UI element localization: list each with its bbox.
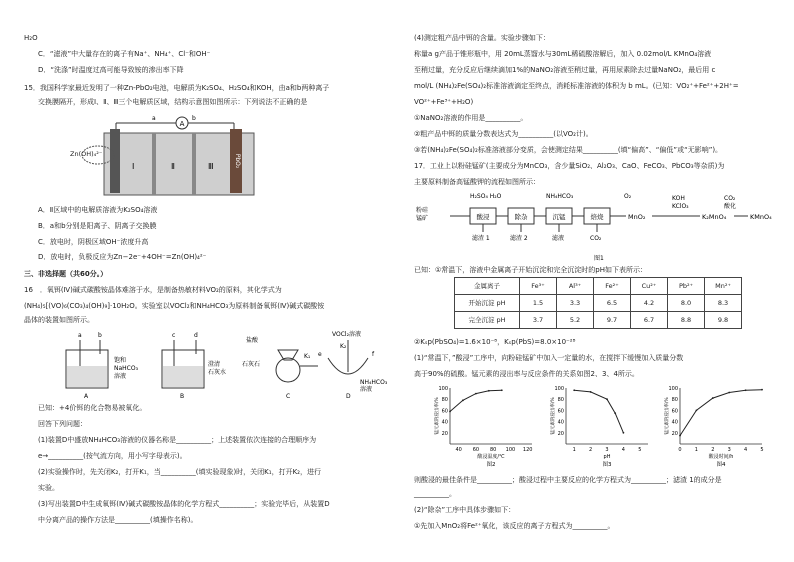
x-tick-label: 4 xyxy=(621,447,625,453)
option-c: C．放电时，阴极区域OH⁻浓度升高 xyxy=(38,238,149,246)
y-axis-label: 锰元素的浸出率/% xyxy=(435,397,440,435)
sub-question-1: (1)装置D中盛放NH₄HCO₃溶液的仪器名称是__________；上述装置依次连接的合理顺序为 xyxy=(38,436,317,444)
svg-text:A: A xyxy=(84,393,89,400)
svg-text:KMnO₄: KMnO₄ xyxy=(750,213,772,221)
svg-text:酸化: 酸化 xyxy=(724,203,737,210)
svg-text:盐酸: 盐酸 xyxy=(246,337,259,344)
svg-text:NH₄HCO₃: NH₄HCO₃ xyxy=(360,379,388,386)
table-cell: 8.8 xyxy=(668,312,705,329)
znoh-label: Zn(OH)₄²⁻ xyxy=(70,150,103,158)
data-point xyxy=(614,412,616,414)
data-point xyxy=(462,399,464,401)
text-line: ①NaNO₂溶液的作用是__________。 xyxy=(414,114,528,122)
svg-text:沉锰: 沉锰 xyxy=(552,213,566,221)
data-point xyxy=(488,390,490,392)
option-d: D．放电时，负极反应为Zn−2e⁻+4OH⁻=Zn(OH)₄²⁻ xyxy=(38,253,207,261)
x-tick-label: 3 xyxy=(727,447,731,453)
table-header: Mn²⁺ xyxy=(705,278,742,295)
svg-text:d: d xyxy=(194,332,198,339)
y-tick-label: 100 xyxy=(554,386,564,392)
svg-text:KOH: KOH xyxy=(672,195,685,202)
data-point xyxy=(761,389,763,391)
svg-text:滤渣 1: 滤渣 1 xyxy=(472,235,490,242)
question-16: 16 ．氧铒(Ⅳ)碱式碳酸铵晶体难溶于水，是制备热敏材料VO₂的原料，其化学式为 xyxy=(24,286,282,294)
text-line: ①先加入MnO₂将Fe²⁺氧化，该反应的离子方程式为__________。 xyxy=(414,522,615,530)
svg-text:a: a xyxy=(152,115,156,122)
data-point xyxy=(590,391,592,393)
data-point xyxy=(679,435,681,437)
svg-text:A: A xyxy=(179,120,185,128)
sub-question-3: (3)写出装置D中生成氧铒(Ⅳ)碱式碳酸铵晶体的化学方程式__________；实验完毕后，从装置D xyxy=(38,500,330,508)
svg-text:O₂: O₂ xyxy=(624,193,632,200)
option-d: D．“洗涤”时温度过高可能导致铵的渗出率下降 xyxy=(38,66,184,74)
x-axis-label: 酸浸温度/℃ xyxy=(477,454,505,460)
table-header: Fe²⁺ xyxy=(594,278,631,295)
y-tick-label: 80 xyxy=(671,397,678,404)
x-tick-label: 2 xyxy=(711,447,715,453)
sub-question-4: (4)测定粗产品中铒的含量。实验步骤如下： xyxy=(414,34,550,42)
y-tick-label: 100 xyxy=(438,386,448,392)
table-cell: 1.5 xyxy=(520,295,557,312)
svg-text:NaHCO₃: NaHCO₃ xyxy=(114,365,138,372)
text-line: 已知：①常温下，溶液中金属离子开始沉淀和完全沉淀时的pH如下表所示： xyxy=(414,266,647,274)
leaching-charts xyxy=(414,382,774,474)
svg-text:焙烧: 焙烧 xyxy=(590,213,604,221)
text-line: H₂O xyxy=(24,34,38,42)
x-tick-label: 80 xyxy=(489,447,497,453)
text-line: (NH₄)₅[(VO)₆(CO₃)₄(OH)₉]·10H₂O。实验室以VOCl₂和NH₄HCO₃为原料制备氧铒(Ⅳ)碱式碳酸铵 xyxy=(24,302,325,310)
table-cell: 8.0 xyxy=(668,295,705,312)
table-cell: 9.7 xyxy=(594,312,631,329)
apparatus-diagram xyxy=(42,328,388,400)
y-tick-label: 60 xyxy=(671,408,678,415)
membrane-b xyxy=(192,133,196,195)
x-tick-label: 120 xyxy=(522,447,533,453)
text-line: 实验。 xyxy=(38,484,59,492)
svg-text:粉硅: 粉硅 xyxy=(416,207,429,214)
svg-text:e: e xyxy=(318,351,322,358)
svg-text:除杂: 除杂 xyxy=(514,213,528,221)
table-cell: 9.8 xyxy=(705,312,742,329)
svg-text:K₂MnO₄: K₂MnO₄ xyxy=(702,213,727,221)
svg-text:MnO₂: MnO₂ xyxy=(628,213,646,221)
svg-text:锰矿: 锰矿 xyxy=(416,215,429,222)
svg-text:PbO₂: PbO₂ xyxy=(234,153,241,169)
text-line: ③若(NH₄)₂Fe(SO₄)₂标准溶液部分变质，会使测定结果__________(填“偏高”、“偏低”或“无影响”)。 xyxy=(414,146,723,154)
svg-text:Ⅱ: Ⅱ xyxy=(171,162,175,171)
sub-question-2: (2)“除杂”工序中具体步骤如下： xyxy=(414,506,516,514)
svg-text:滤液: 滤液 xyxy=(552,235,565,242)
section-heading: 三、非选择题（共60分。） xyxy=(24,270,108,278)
svg-text:滤渣 2: 滤渣 2 xyxy=(510,235,528,242)
svg-text:Ⅰ: Ⅰ xyxy=(132,162,135,171)
x-tick-label: 5 xyxy=(638,447,642,453)
table-header: Fe³⁺ xyxy=(520,278,557,295)
svg-text:石灰石: 石灰石 xyxy=(242,361,261,368)
sub-question-1: (1)“常温下，”酸浸”工序中，向粉硅锰矿中加入一定量的水，在搅拌下缓慢加入质量分数 xyxy=(414,354,684,362)
y-tick-label: 20 xyxy=(441,430,448,437)
question-15: 15．我国科学家最近发明了一种Zn-PbO₂电池，电解质为K₂SO₄、H₂SO₄和KOH，由a和b两种离子 xyxy=(24,84,330,92)
x-tick-label: 1 xyxy=(572,447,576,453)
table-cell: 6.7 xyxy=(631,312,668,329)
text-line: 主要原料制备高锰酸钾的流程如图所示： xyxy=(414,178,540,186)
svg-text:溶液: 溶液 xyxy=(360,386,373,393)
x-tick-label: 60 xyxy=(472,447,480,453)
svg-text:VOCl₂溶液: VOCl₂溶液 xyxy=(332,331,361,338)
y-tick-label: 80 xyxy=(441,397,448,404)
option-b: B．a和b分别是阳离子、阴离子交换膜 xyxy=(38,222,157,230)
text-line: ②粗产品中铒的质量分数表达式为__________(以VO₂计)。 xyxy=(414,130,593,138)
x-tick-label: 2 xyxy=(589,447,593,453)
option-c: C．“滤液”中大量存在的离子有Na⁺、NH₄⁺、Cl⁻和OH⁻ xyxy=(38,50,211,58)
series-line xyxy=(574,390,623,433)
data-point xyxy=(712,397,714,399)
table-header: Pb²⁺ xyxy=(668,278,705,295)
svg-text:C: C xyxy=(286,393,291,400)
table-row xyxy=(455,295,742,312)
svg-text:溶液: 溶液 xyxy=(114,373,127,380)
svg-text:b: b xyxy=(98,332,102,339)
svg-text:澄清: 澄清 xyxy=(208,361,221,368)
data-point xyxy=(573,389,575,391)
text-line: 已知：+4价铒的化合物易被氧化。 xyxy=(38,404,147,412)
text-line: 晶体的装置如图所示。 xyxy=(24,316,94,324)
svg-text:c: c xyxy=(172,332,176,339)
table-cell: 6.5 xyxy=(594,295,631,312)
x-tick-label: 3 xyxy=(605,447,609,453)
y-tick-label: 80 xyxy=(557,397,564,404)
process-flowchart xyxy=(414,190,774,266)
table-cell: 8.3 xyxy=(705,295,742,312)
svg-text:CO₂: CO₂ xyxy=(590,235,602,242)
svg-text:f: f xyxy=(372,351,375,358)
svg-text:饱和: 饱和 xyxy=(114,357,127,364)
y-tick-label: 60 xyxy=(441,408,448,415)
svg-text:石灰水: 石灰水 xyxy=(208,369,227,376)
series-line xyxy=(680,390,762,436)
x-tick-label: 40 xyxy=(455,447,462,453)
y-tick-label: 40 xyxy=(557,419,564,426)
membrane-a xyxy=(152,133,156,195)
text-line: ②Kₛp(PbSO₄)=1.6×10⁻⁸，Kₛp(PbS)=8.0×10⁻²⁸ xyxy=(414,338,576,346)
x-tick-label: 100 xyxy=(505,447,516,453)
y-tick-label: 60 xyxy=(557,408,564,415)
row-label: 完全沉淀 pH xyxy=(455,312,520,329)
y-axis-label: 锰元素的浸出率/% xyxy=(551,397,556,435)
svg-text:NH₄HCO₃: NH₄HCO₃ xyxy=(546,193,574,200)
y-tick-label: 40 xyxy=(671,419,678,426)
table-header: Cu²⁺ xyxy=(631,278,668,295)
table-cell: 4.2 xyxy=(631,295,668,312)
svg-text:B: B xyxy=(180,393,185,400)
x-tick-label: 0 xyxy=(678,447,682,453)
option-a: A．Ⅱ区域中的电解质溶液为K₂SO₄溶液 xyxy=(38,206,158,214)
sub-question-2: (2)实验操作时，先关闭K₂，打开K₁，当__________(填实验现象)时，关闭K₁，打开K₂，进行 xyxy=(38,468,321,476)
data-point xyxy=(745,389,747,391)
data-point xyxy=(696,410,698,412)
table-header: 金属离子 xyxy=(455,278,520,295)
data-point xyxy=(728,392,730,394)
chart-caption: 图2 xyxy=(486,462,496,468)
table-cell: 5.2 xyxy=(557,312,594,329)
data-point xyxy=(606,398,608,400)
y-tick-label: 20 xyxy=(557,430,564,437)
row-label: 开始沉淀 pH xyxy=(455,295,520,312)
table-cell: 3.3 xyxy=(557,295,594,312)
text-line: 至稍过量，充分反应后继续滴加1%的NaNO₂溶液至稍过量，再用尿素除去过量NaNO₂，最后用 c xyxy=(414,66,716,74)
text-line: 高于90%的硫酸。锰元素的浸出率与反应条件的关系如图2、3、4所示。 xyxy=(414,370,639,378)
svg-text:H₂SO₄ H₂O: H₂SO₄ H₂O xyxy=(470,193,502,200)
svg-text:K₁: K₁ xyxy=(304,353,311,360)
svg-text:CO₂: CO₂ xyxy=(724,195,736,202)
svg-text:KClO₃: KClO₃ xyxy=(672,203,689,210)
text-line: 则酸浸的最佳条件是__________；酸浸过程中主要反应的化学方程式为__________；滤渣 1的成分是 xyxy=(414,476,722,484)
svg-text:K₂: K₂ xyxy=(340,343,347,350)
svg-text:酸浸: 酸浸 xyxy=(476,213,490,221)
x-axis-label: pH xyxy=(603,454,611,460)
y-axis-label: 锰元素的浸出率/% xyxy=(665,397,670,435)
question-17: 17．工业上以粉硅锰矿(主要成分为MnCO₃，含少量SiO₂、Al₂O₃、CaO、FeCO₃、PbCO₃等杂质)为 xyxy=(414,162,725,170)
table-row xyxy=(455,312,742,329)
y-tick-label: 20 xyxy=(671,430,678,437)
svg-text:图1: 图1 xyxy=(594,255,604,262)
text-line: __________。 xyxy=(414,490,456,498)
x-tick-label: 4 xyxy=(744,447,748,453)
y-tick-label: 40 xyxy=(441,419,448,426)
y-tick-label: 100 xyxy=(668,386,678,392)
text-line: e→__________(按气流方向，用小写字母表示)。 xyxy=(38,452,187,460)
text-line: 回答下列问题： xyxy=(38,420,87,428)
table-header: Al³⁺ xyxy=(557,278,594,295)
ph-table xyxy=(454,277,742,329)
svg-text:Ⅲ: Ⅲ xyxy=(208,162,214,171)
svg-text:D: D xyxy=(346,393,351,400)
chart-caption: 图4 xyxy=(716,462,726,468)
zn-electrode xyxy=(110,129,120,193)
battery-diagram xyxy=(84,111,274,199)
data-point xyxy=(623,432,625,434)
chart-caption: 图3 xyxy=(602,462,612,468)
data-point xyxy=(475,393,477,395)
text-line: 交换膜隔开，形成Ⅰ、Ⅱ、Ⅲ三个电解质区域，结构示意图如图所示：下列说法不正确的是 xyxy=(38,98,308,106)
text-line: VO²⁺+Fe³⁺+H₂O) xyxy=(414,98,474,106)
text-line: mol/L (NH₄)₂Fe(SO₄)₂标准溶液滴定至终点，消耗标准溶液的体积为 b mL。(已知：VO₂⁺+Fe²⁺+2H⁺= xyxy=(414,82,739,90)
table-cell: 3.7 xyxy=(520,312,557,329)
text-line: 中分离产品的操作方法是__________(填操作名称)。 xyxy=(38,516,198,524)
data-point xyxy=(449,411,451,413)
svg-text:a: a xyxy=(78,332,82,339)
text-line: 称量a g产品于锥形瓶中，用 20mL蒸馏水与30mL稀硫酸溶解后，加入 0.02mol/L KMnO₄溶液 xyxy=(414,50,712,58)
svg-text:b: b xyxy=(192,115,196,122)
x-tick-label: 5 xyxy=(760,447,764,453)
x-tick-label: 1 xyxy=(694,447,698,453)
data-point xyxy=(501,389,503,391)
x-axis-label: 酸浸时间/h xyxy=(708,454,734,460)
